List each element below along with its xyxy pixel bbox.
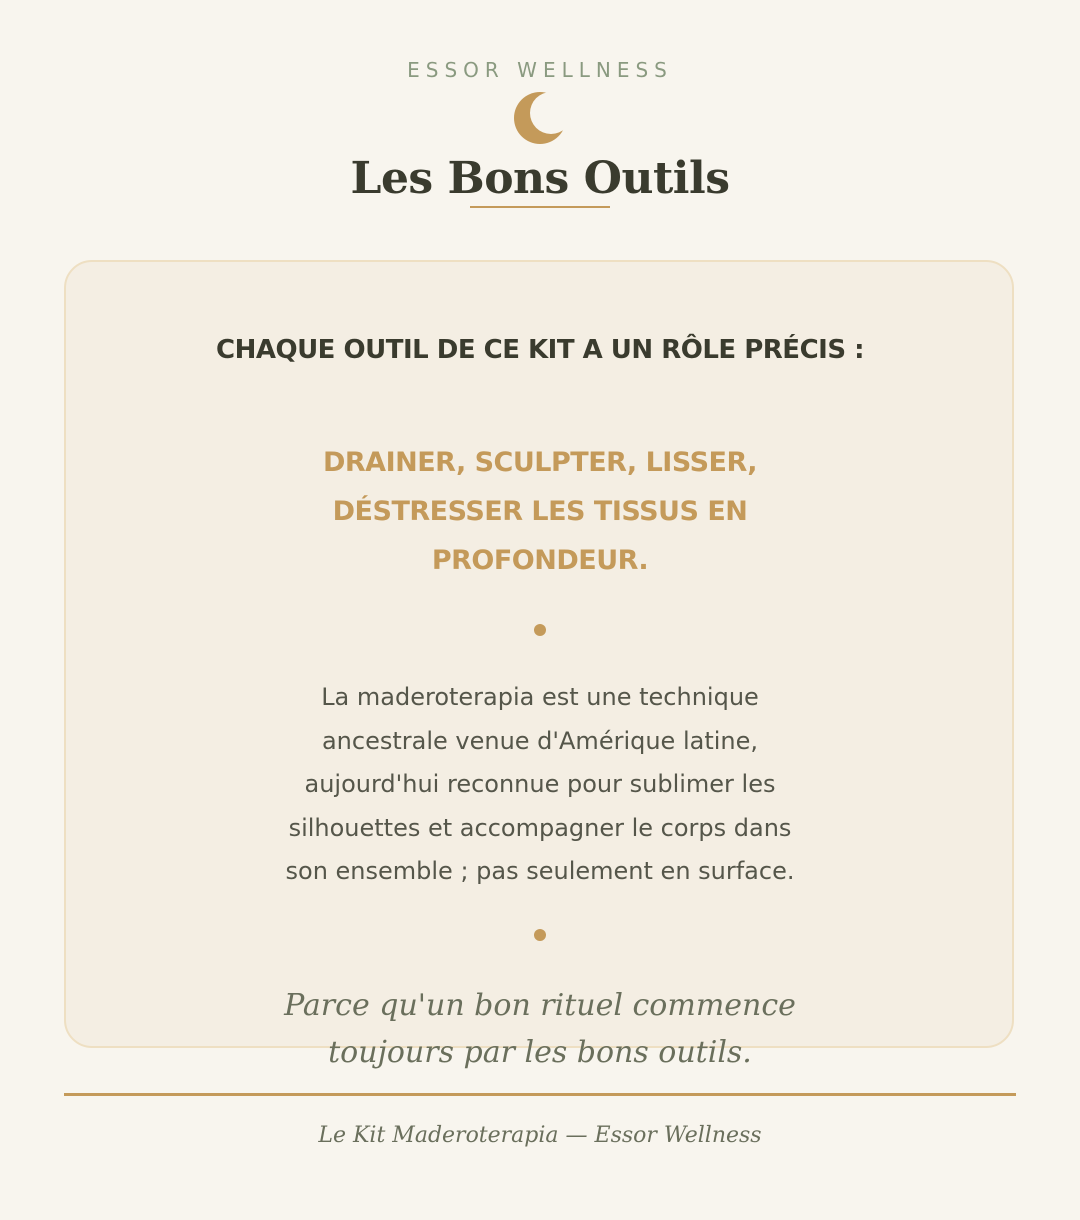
body-line: La maderoterapia est une technique <box>321 683 759 711</box>
title-underline <box>470 206 610 208</box>
closing-quote <box>240 982 840 1076</box>
page-title: Les Bons Outils <box>350 153 730 204</box>
quote-line: toujours par les bons outils. <box>328 1035 752 1070</box>
body-line: silhouettes et accompagner le corps dans <box>288 813 792 842</box>
quote-line: Parce qu'un bon rituel commence <box>284 988 796 1023</box>
highlight-line: PROFONDEUR. <box>431 545 649 576</box>
body-line: ancestrale venue d'Amérique latine, <box>321 726 759 755</box>
divider-dot <box>534 624 546 636</box>
crescent-moon-icon <box>513 91 567 145</box>
divider-dot <box>534 929 546 941</box>
body-line: son ensemble ; pas seulement en surface. <box>285 857 795 885</box>
highlight-text <box>290 438 790 585</box>
card-heading: CHAQUE OUTIL DE CE KIT A UN RÔLE PRÉCIS : <box>216 335 864 365</box>
highlight-line: DÉSTRESSER LES TISSUS EN <box>332 496 748 527</box>
body-line: aujourd'hui reconnue pour sublimer les <box>304 770 776 798</box>
footer-divider <box>64 1093 1016 1096</box>
brand-name: ESSOR WELLNESS <box>407 58 673 82</box>
body-paragraph <box>250 676 830 894</box>
footer-text: Le Kit Maderoterapia — Essor Wellness <box>318 1123 762 1148</box>
highlight-line: DRAINER, SCULPTER, LISSER, <box>322 447 758 478</box>
